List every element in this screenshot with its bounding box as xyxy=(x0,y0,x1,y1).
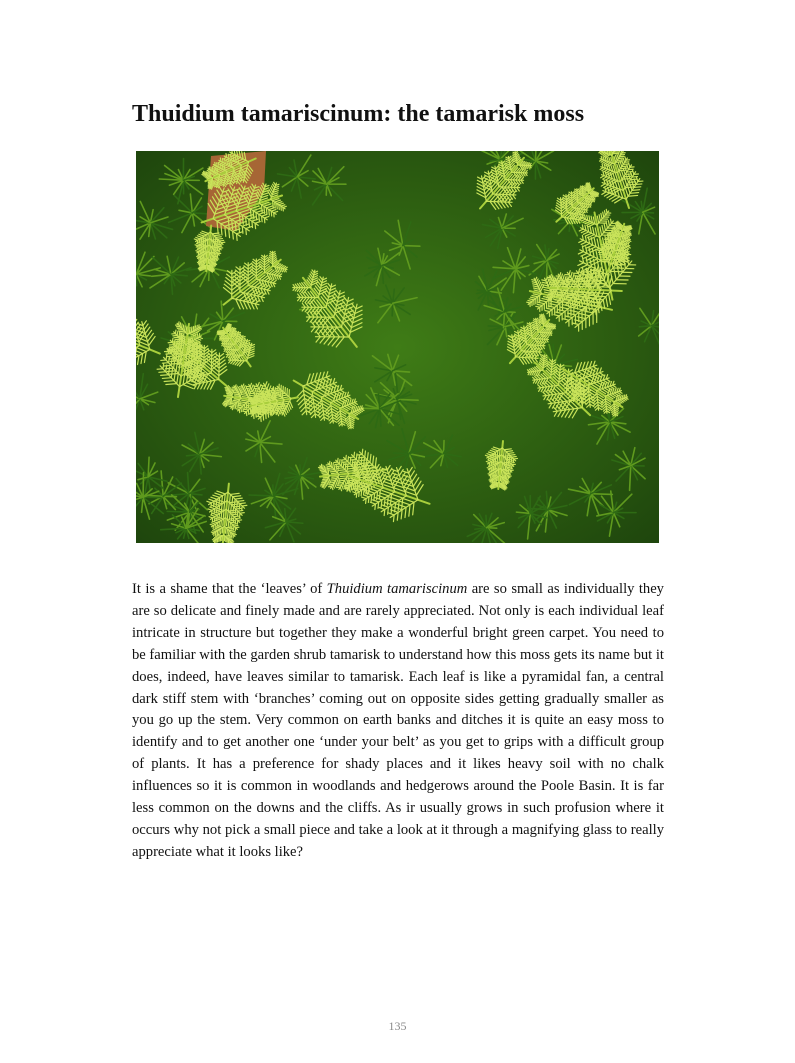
body-text-rest: are so small as individually they are so delicate and finely made and are rarely appreciated. Not only is each individual leaf intricate in structure but together they make a wonderful bright green carpet. You need to be familiar with the garden shrub tamarisk to understand how this moss gets its name but it does, indeed, have leaves similar to tamarisk. Each leaf is like a pyramidal fan, a central dark stiff stem with ‘branches’ coming out on opposite sides getting gradually smaller as you go up the stem. Very common on earth banks and ditches it is quite an easy moss to identify and to get another one ‘under your belt’ as you get to grips with a difficult group of plants. It has a preference for shady places and it likes heavy soil with no chalk influences so it is common in woodlands and hedgerows around the Poole Basin. It is far less common on the downs and the cliffs. As ir usually grows in such profusion where it occurs why not pick a small piece and take a look at it through a magnifying glass to really appreciate what it looks like? xyxy=(132,581,664,860)
page-number: 135 xyxy=(388,1019,407,1033)
page-title: Thuidium tamariscinum: the tamarisk moss xyxy=(132,101,585,127)
species-name: Thuidium tamariscinum xyxy=(326,581,468,597)
body-paragraph xyxy=(132,579,664,864)
moss-photo xyxy=(136,151,659,543)
body-text-start: It is a shame that the ‘leaves’ of xyxy=(132,581,327,597)
